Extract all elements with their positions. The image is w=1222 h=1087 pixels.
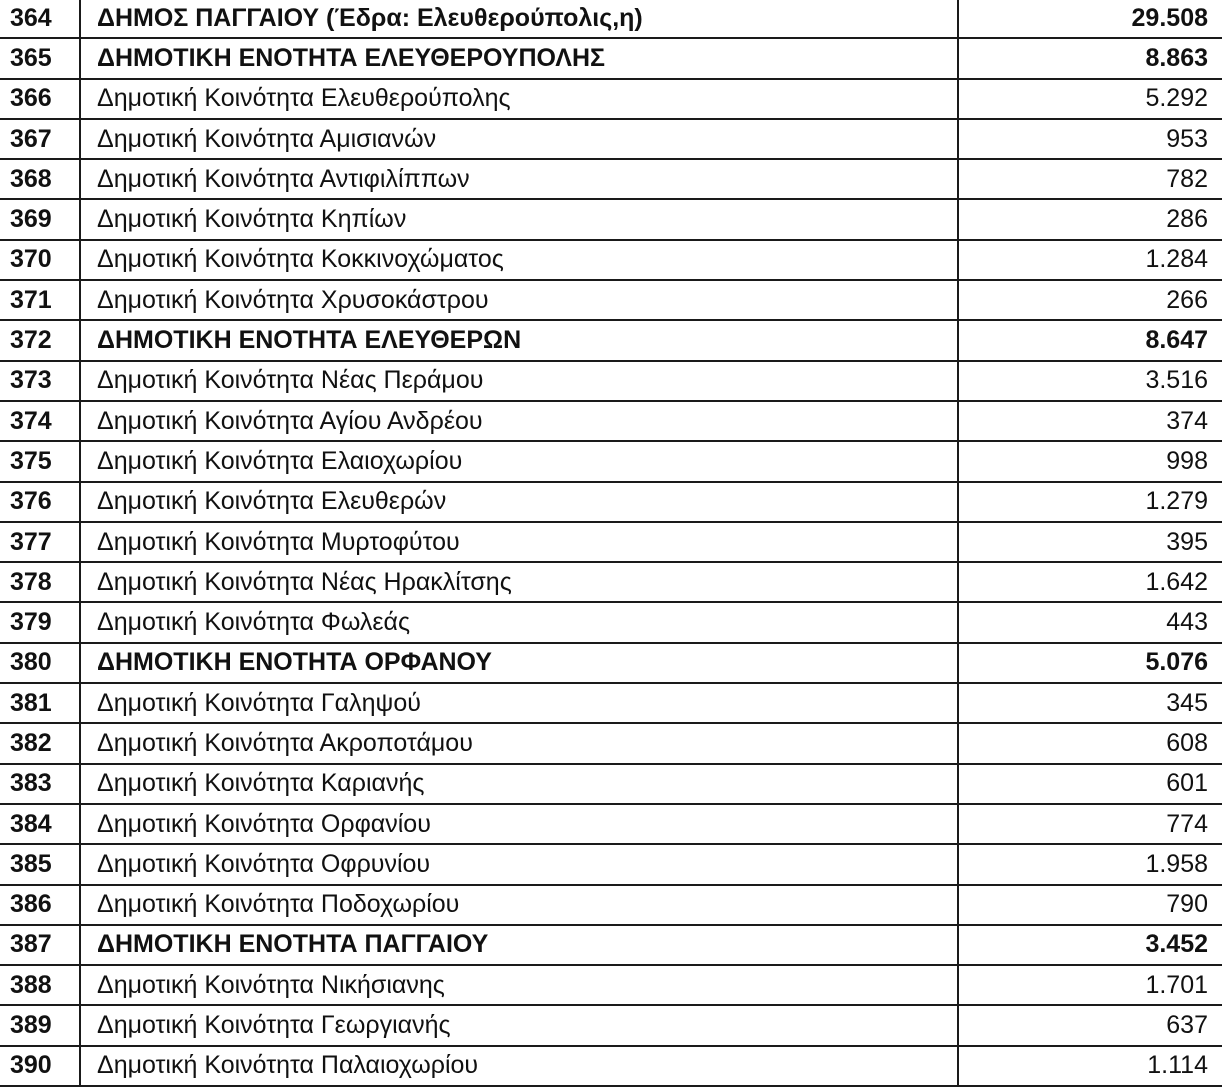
population-value: 1.642 — [958, 562, 1222, 602]
population-value: 345 — [958, 683, 1222, 723]
population-value: 286 — [958, 199, 1222, 239]
table-row — [0, 885, 1222, 925]
row-number: 364 — [0, 0, 80, 38]
area-name: Δημοτική Κοινότητα Νέας Περάμου — [80, 361, 958, 401]
table-row — [0, 119, 1222, 159]
row-number: 374 — [0, 401, 80, 441]
area-name: Δημοτική Κοινότητα Ελευθερών — [80, 482, 958, 522]
area-name: Δημοτική Κοινότητα Ελευθερούπολης — [80, 79, 958, 119]
area-name: ΔΗΜΟΤΙΚΗ ΕΝΟΤΗΤΑ ΟΡΦΑΝΟΥ — [80, 643, 958, 683]
population-value: 1.958 — [958, 844, 1222, 884]
row-number: 369 — [0, 199, 80, 239]
row-number: 372 — [0, 320, 80, 360]
row-number: 385 — [0, 844, 80, 884]
area-name: ΔΗΜΟΤΙΚΗ ΕΝΟΤΗΤΑ ΕΛΕΥΘΕΡΟΥΠΟΛΗΣ — [80, 38, 958, 78]
area-name: Δημοτική Κοινότητα Νέας Ηρακλίτσης — [80, 562, 958, 602]
population-value: 774 — [958, 804, 1222, 844]
row-number: 384 — [0, 804, 80, 844]
table-row — [0, 683, 1222, 723]
table-row — [0, 199, 1222, 239]
table-row-header — [0, 0, 1222, 38]
table-row — [0, 602, 1222, 642]
population-value: 790 — [958, 885, 1222, 925]
table-row — [0, 361, 1222, 401]
area-name: ΔΗΜΟΤΙΚΗ ΕΝΟΤΗΤΑ ΠΑΓΓΑΙΟΥ — [80, 925, 958, 965]
population-value: 637 — [958, 1005, 1222, 1045]
population-value: 29.508 — [958, 0, 1222, 38]
population-value: 5.076 — [958, 643, 1222, 683]
table-row — [0, 965, 1222, 1005]
table-row — [0, 522, 1222, 562]
area-name: Δημοτική Κοινότητα Γεωργιανής — [80, 1005, 958, 1045]
table-row — [0, 441, 1222, 481]
row-number: 386 — [0, 885, 80, 925]
area-name: Δημοτική Κοινότητα Οφρυνίου — [80, 844, 958, 884]
population-value: 3.452 — [958, 925, 1222, 965]
area-name: Δημοτική Κοινότητα Γαληψού — [80, 683, 958, 723]
area-name: Δημοτική Κοινότητα Κηπίων — [80, 199, 958, 239]
table-row — [0, 159, 1222, 199]
row-number: 382 — [0, 723, 80, 763]
table-row — [0, 1005, 1222, 1045]
area-name: Δημοτική Κοινότητα Νικήσιανης — [80, 965, 958, 1005]
area-name: ΔΗΜΟΤΙΚΗ ΕΝΟΤΗΤΑ ΕΛΕΥΘΕΡΩΝ — [80, 320, 958, 360]
area-name: Δημοτική Κοινότητα Καριανής — [80, 764, 958, 804]
row-number: 381 — [0, 683, 80, 723]
population-value: 395 — [958, 522, 1222, 562]
row-number: 371 — [0, 280, 80, 320]
population-value: 1.114 — [958, 1046, 1222, 1086]
population-value: 5.292 — [958, 79, 1222, 119]
table-row — [0, 844, 1222, 884]
row-number: 379 — [0, 602, 80, 642]
row-number: 378 — [0, 562, 80, 602]
area-name: Δημοτική Κοινότητα Μυρτοφύτου — [80, 522, 958, 562]
row-number: 377 — [0, 522, 80, 562]
area-name: ΔΗΜΟΣ ΠΑΓΓΑΙΟΥ (Έδρα: Ελευθερούπολις,η) — [80, 0, 958, 38]
table-row — [0, 79, 1222, 119]
row-number: 367 — [0, 119, 80, 159]
row-number: 368 — [0, 159, 80, 199]
area-name: Δημοτική Κοινότητα Παλαιοχωρίου — [80, 1046, 958, 1086]
population-value: 266 — [958, 280, 1222, 320]
table-row-header — [0, 925, 1222, 965]
row-number: 376 — [0, 482, 80, 522]
population-value: 608 — [958, 723, 1222, 763]
population-value: 3.516 — [958, 361, 1222, 401]
table-row-header — [0, 38, 1222, 78]
row-number: 389 — [0, 1005, 80, 1045]
population-value: 8.647 — [958, 320, 1222, 360]
row-number: 366 — [0, 79, 80, 119]
table-row-header — [0, 320, 1222, 360]
row-number: 390 — [0, 1046, 80, 1086]
table-row — [0, 482, 1222, 522]
population-value: 443 — [958, 602, 1222, 642]
table-row — [0, 240, 1222, 280]
area-name: Δημοτική Κοινότητα Αμισιανών — [80, 119, 958, 159]
population-value: 1.279 — [958, 482, 1222, 522]
population-value: 1.284 — [958, 240, 1222, 280]
row-number: 380 — [0, 643, 80, 683]
table-row-header — [0, 643, 1222, 683]
row-number: 383 — [0, 764, 80, 804]
table-row — [0, 1046, 1222, 1086]
area-name: Δημοτική Κοινότητα Αγίου Ανδρέου — [80, 401, 958, 441]
table-row — [0, 804, 1222, 844]
area-name: Δημοτική Κοινότητα Ποδοχωρίου — [80, 885, 958, 925]
population-value: 1.701 — [958, 965, 1222, 1005]
row-number: 373 — [0, 361, 80, 401]
table-row — [0, 401, 1222, 441]
row-number: 387 — [0, 925, 80, 965]
population-value: 953 — [958, 119, 1222, 159]
table-row — [0, 280, 1222, 320]
row-number: 375 — [0, 441, 80, 481]
area-name: Δημοτική Κοινότητα Ορφανίου — [80, 804, 958, 844]
area-name: Δημοτική Κοινότητα Αντιφιλίππων — [80, 159, 958, 199]
population-value: 782 — [958, 159, 1222, 199]
population-value: 601 — [958, 764, 1222, 804]
area-name: Δημοτική Κοινότητα Ελαιοχωρίου — [80, 441, 958, 481]
population-value: 8.863 — [958, 38, 1222, 78]
population-value: 374 — [958, 401, 1222, 441]
table-row — [0, 764, 1222, 804]
area-name: Δημοτική Κοινότητα Κοκκινοχώματος — [80, 240, 958, 280]
row-number: 365 — [0, 38, 80, 78]
table-row — [0, 723, 1222, 763]
table-row — [0, 562, 1222, 602]
area-name: Δημοτική Κοινότητα Ακροποτάμου — [80, 723, 958, 763]
row-number: 388 — [0, 965, 80, 1005]
area-name: Δημοτική Κοινότητα Φωλεάς — [80, 602, 958, 642]
population-value: 998 — [958, 441, 1222, 481]
row-number: 370 — [0, 240, 80, 280]
area-name: Δημοτική Κοινότητα Χρυσοκάστρου — [80, 280, 958, 320]
